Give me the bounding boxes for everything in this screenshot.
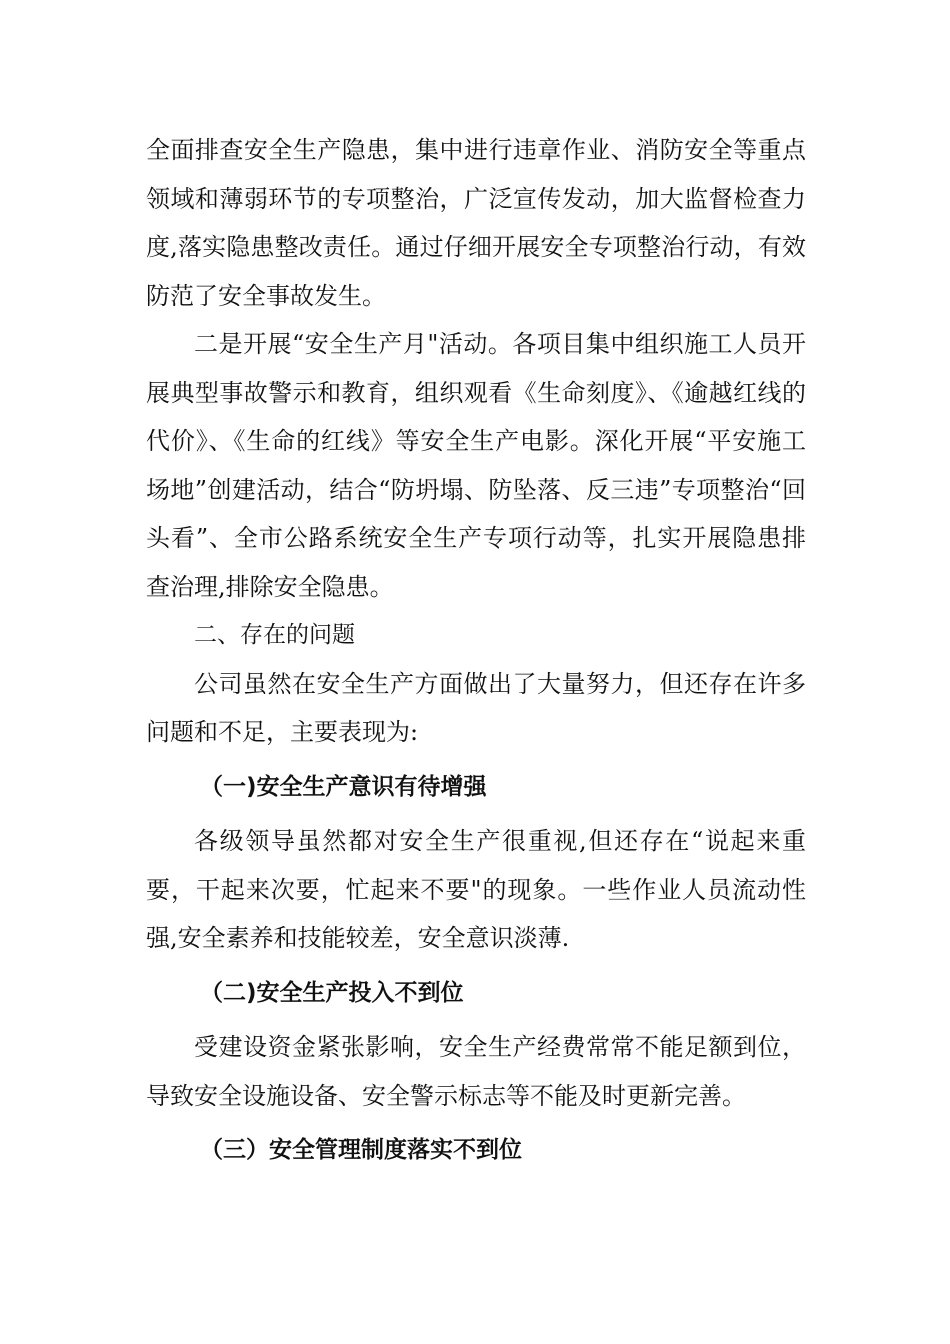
section-heading-problems: 二、存在的问题	[194, 622, 355, 648]
paragraph-awareness: 各级领导虽然都对安全生产很重视,但还存在“说起来重要，干起来次要，忙起来不要"的现象。一些作业人员流动性强,安全素养和技能较差，安全意识淡薄.	[146, 827, 806, 952]
subheading-management: （三）安全管理制度落实不到位	[200, 1137, 522, 1163]
paragraph-safety-month: 二是开展“安全生产月"活动。各项目集中组织施工人员开展典型事故警示和教育，组织观看《生命刻度》、《逾越红线的代价》、《生命的红线》等安全生产电影。深化开展“平安施工场地”创建活动，结合“防坍塌、防坠落、反三违”专项整治“回头看”、全市公路系统安全生产专项行动等，扎实开展隐患排查治理,排除安全隐患。	[146, 330, 806, 601]
paragraph-investment: 受建设资金紧张影响，安全生产经费常常不能足额到位，导致安全设施设备、安全警示标志等不能及时更新完善。	[146, 1033, 806, 1110]
paragraph-problems-intro: 公司虽然在安全生产方面做出了大量努力，但还存在许多问题和不足，主要表现为:	[146, 669, 806, 746]
paragraph-special-rectification: 全面排查安全生产隐患，集中进行违章作业、消防安全等重点领域和薄弱环节的专项整治，广泛宣传发动，加大监督检查力度,落实隐患整改责任。通过仔细开展安全专项整治行动，有效防范了安全事故发生。	[146, 136, 806, 310]
subheading-awareness: （一)安全生产意识有待增强	[200, 773, 487, 800]
subheading-investment: （二)安全生产投入不到位	[200, 979, 464, 1006]
document-body	[146, 126, 806, 1175]
